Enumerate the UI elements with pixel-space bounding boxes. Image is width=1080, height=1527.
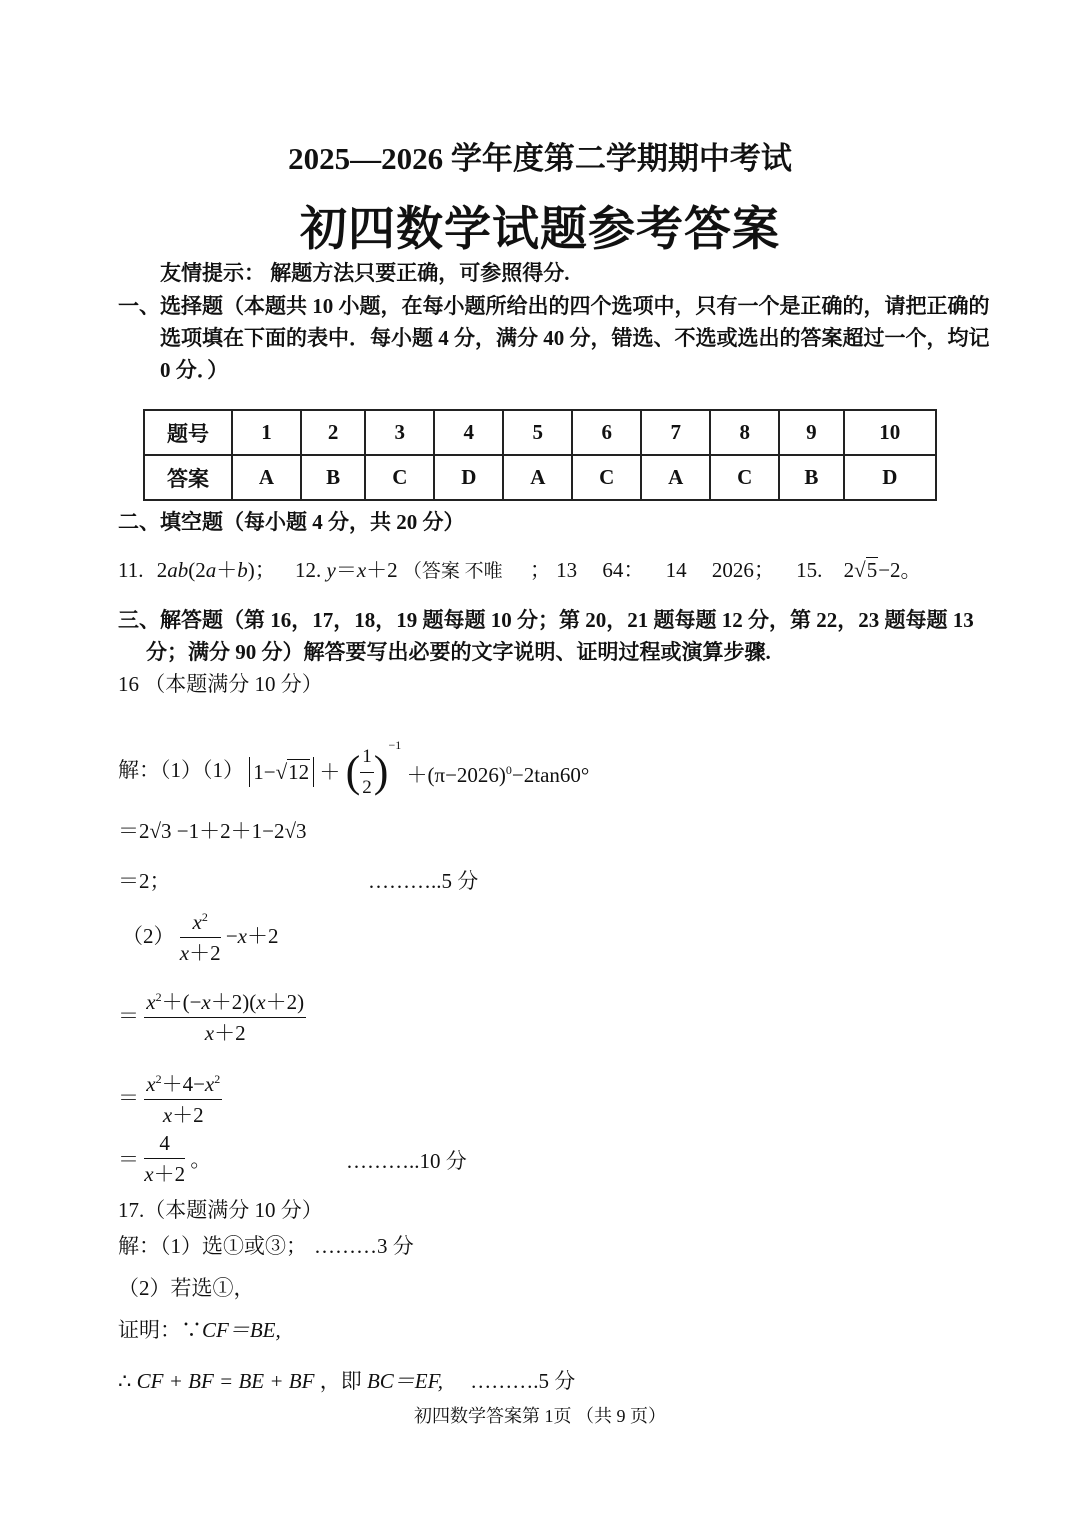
table-cell-number: 6 xyxy=(572,410,641,455)
q17-namely: ，即 xyxy=(319,1369,362,1393)
q14-answer: 2026； xyxy=(711,558,775,582)
table-cell-answer: B xyxy=(301,455,365,500)
q15-label: 15. xyxy=(796,558,823,582)
q17-line4 xyxy=(118,1365,575,1395)
table-cell-answer: C xyxy=(572,455,641,500)
table-header-answer: 答案 xyxy=(144,455,232,500)
q16-score1: ………..5 分 xyxy=(368,869,479,893)
q16-step2: ＝2； xyxy=(118,869,171,893)
table-cell-number: 5 xyxy=(503,410,572,455)
answer-table-answer-row xyxy=(144,455,936,500)
x2-over-x-plus-2: $\frac{x^2}{x+2}$ xyxy=(180,902,221,968)
section1-line1: 一、选择题（本题共 10 小题，在每小题所给出的四个选项中，只有一个是正确的，请把正确的 xyxy=(118,294,990,318)
section1-line2: 选项填在下面的表中．每小题 4 分，满分 40 分，错选、不选或选出的答案超过一个，均记 xyxy=(160,326,990,350)
q16-step1: ＝2√3 −1＋2＋1−2√3 xyxy=(118,819,307,843)
table-cell-number: 3 xyxy=(365,410,434,455)
section3-line1: 三、解答题（第 16，17，18，19 题每题 10 分；第 20，21 题每题 12 分，第 22，23 题每题 13 xyxy=(118,608,974,632)
therefore-symbol: ∴ xyxy=(118,1369,132,1393)
q16-part2-label: （2） xyxy=(122,924,175,948)
section1-line3: 0 分．） xyxy=(160,358,229,382)
q17-score1: ………3 分 xyxy=(314,1234,414,1258)
answer-table-number-row xyxy=(144,410,936,455)
q17-score2: ……….5 分 xyxy=(470,1369,576,1393)
table-cell-number: 1 xyxy=(232,410,301,455)
q17-line3 xyxy=(118,1314,281,1344)
page-footer: 初四数学答案第 1页 （共 9 页） xyxy=(414,1406,666,1426)
table-cell-number: 8 xyxy=(710,410,779,455)
table-cell-number: 2 xyxy=(301,410,365,455)
q12-answer: y＝x＋2 xyxy=(326,558,398,582)
one-half-fraction: $\frac{1}{2}$ xyxy=(360,742,374,803)
combined-fraction: $\frac{x^2+(-x+2)(x+2)}{x+2}$ xyxy=(144,982,306,1048)
simplified-fraction: $\frac{x^2+4-x^2}{x+2}$ xyxy=(144,1064,222,1130)
section2-heading: 二、填空题（每小题 4 分，共 20 分） xyxy=(118,510,465,534)
q16-part2-expression: （2） $\frac{x^2}{x+2}$ −x＋2 xyxy=(122,902,279,968)
q15-answer: 2√5−2。 xyxy=(843,558,922,582)
table-header-number: 题号 xyxy=(144,410,232,455)
table-cell-answer: A xyxy=(503,455,572,500)
q16-part2-step3: ＝ $\frac{4}{x+2}$ 。 xyxy=(118,1128,211,1189)
table-cell-number: 4 xyxy=(434,410,503,455)
q16-part1-expression: 解：（1）（1） 1−√12 ＋ ( $\frac{1}{2}$ )$^{-1} +(\pi-2026)^0-2\tan 60^\circ$ xyxy=(118,715,589,775)
section3-line2: 分；满分 90 分）解答要写出必要的文字说明、证明过程或演算步骤. xyxy=(146,640,771,664)
table-cell-answer: B xyxy=(779,455,843,500)
answer-table xyxy=(143,409,937,501)
q11-label: 11. xyxy=(118,558,144,582)
q17-line1: 解：（1）选①或③； xyxy=(118,1234,307,1258)
table-cell-answer: D xyxy=(844,455,936,500)
q17-line2: （2）若选①， xyxy=(118,1276,255,1300)
q17-heading: 17.（本题满分 10 分） xyxy=(118,1198,323,1222)
q17-given: CF＝BE, xyxy=(202,1318,281,1342)
friendly-tip: 友情提示： 解题方法只要正确，可参照得分. xyxy=(160,261,570,285)
q16-heading: 16 （本题满分 10 分） xyxy=(118,672,323,696)
table-cell-number: 7 xyxy=(641,410,710,455)
q13-label: ； 13 xyxy=(529,558,578,582)
fill-in-answers xyxy=(118,554,922,584)
table-cell-answer: C xyxy=(365,455,434,500)
table-cell-answer: A xyxy=(232,455,301,500)
q17-sum-equation: CF + BF = BE + BF xyxy=(136,1369,315,1393)
table-cell-answer: A xyxy=(641,455,710,500)
exam-title: 2025—2026 学年度第二学期期中考试 xyxy=(288,141,792,176)
abs-value-expression: 1−√12 xyxy=(249,757,314,787)
q12-label: 12. xyxy=(294,558,322,582)
q16-part2-step2: ＝ $\frac{x^2+4-x^2}{x+2}$ xyxy=(118,1064,222,1130)
final-fraction: $\frac{4}{x+2}$ xyxy=(144,1128,185,1189)
q14-label: 14 xyxy=(665,558,687,582)
q17-conclusion: BC＝EF, xyxy=(366,1369,443,1393)
q16-part1-label: 解：（1）（1） xyxy=(118,758,244,782)
q16-score2: ………..10 分 xyxy=(346,1149,467,1173)
table-cell-answer: C xyxy=(710,455,779,500)
table-cell-number: 9 xyxy=(779,410,843,455)
table-cell-answer: D xyxy=(434,455,503,500)
q17-proof-label: 证明：∵ xyxy=(118,1318,202,1342)
document-title: 初四数学试题参考答案 xyxy=(300,204,780,256)
q13-answer: 64： xyxy=(602,558,645,582)
q12-note: （答案 不唯 xyxy=(402,561,503,582)
q16-part2-step1: ＝ $\frac{x^2+(-x+2)(x+2)}{x+2}$ xyxy=(118,982,306,1048)
q11-answer: 2ab(2a＋b)； xyxy=(156,558,276,582)
table-cell-number: 10 xyxy=(844,410,936,455)
